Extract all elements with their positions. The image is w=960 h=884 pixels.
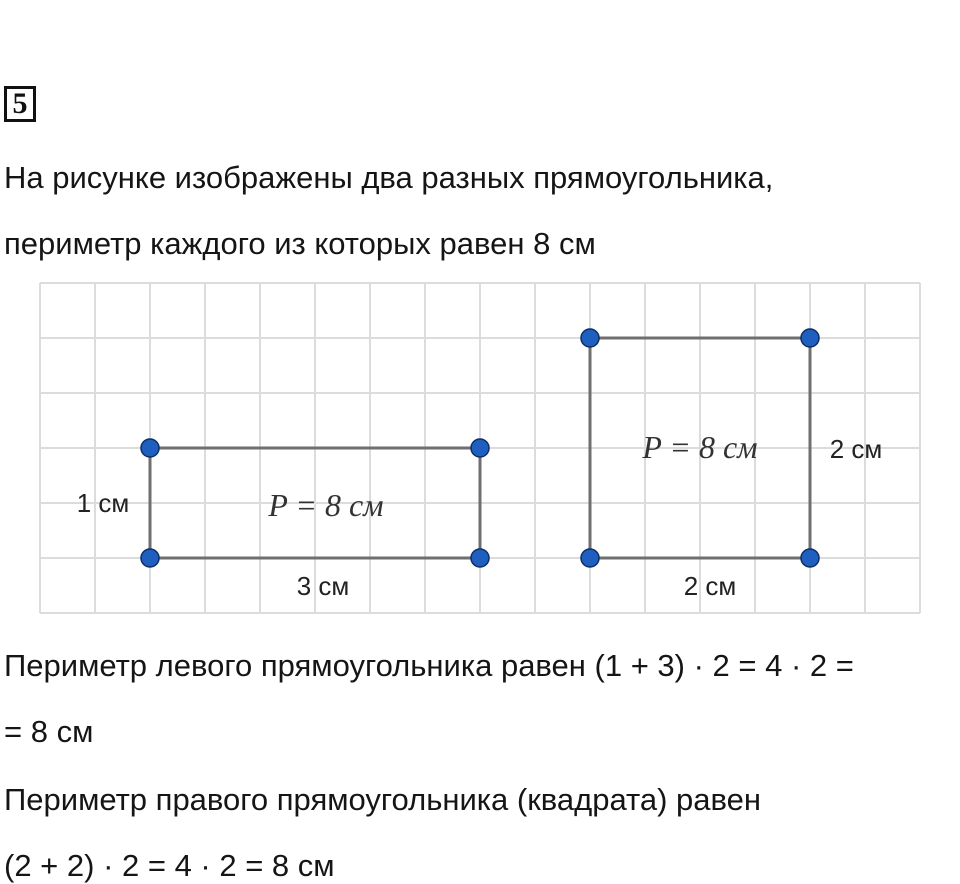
solution-line-2: = 8 см xyxy=(4,714,94,749)
right-rect-vertex-bottom-right xyxy=(801,549,819,567)
rectangles-figure xyxy=(0,280,960,620)
solution-line-4: (2 + 2) · 2 = 4 · 2 = 8 см xyxy=(4,848,335,883)
right-rect-vertex-top-right xyxy=(801,329,819,347)
left-rect-side-label: 1 см xyxy=(76,488,130,518)
solution-line-3: Периметр правого прямоугольника (квадрата) равен xyxy=(4,782,762,817)
right-rect-side-label: 2 см xyxy=(829,434,883,464)
left-rect-vertex-bottom-left xyxy=(141,549,159,567)
left-rect-vertex-top-left xyxy=(141,439,159,457)
right-rect-perimeter-label: P = 8 см xyxy=(642,429,758,465)
solution-line-1: Периметр левого прямоугольника равен (1 + 3) · 2 = 4 · 2 = xyxy=(4,648,854,683)
left-rect-bottom-label: 3 см xyxy=(296,571,350,601)
right-rect-vertex-bottom-left xyxy=(581,549,599,567)
left-rect-vertex-top-right xyxy=(471,439,489,457)
task-number-badge: 5 xyxy=(4,86,36,122)
left-rectangle xyxy=(77,439,489,601)
right-rect-vertex-top-left xyxy=(581,329,599,347)
task-statement-line-2: периметр каждого из которых равен 8 см xyxy=(4,226,596,261)
left-rect-vertex-bottom-right xyxy=(471,549,489,567)
task-statement-line-1: На рисунке изображены два разных прямоугольника, xyxy=(4,160,774,195)
left-rect-perimeter-label: P = 8 см xyxy=(268,487,384,523)
right-rectangle xyxy=(581,329,882,601)
right-rect-bottom-label: 2 см xyxy=(683,571,737,601)
